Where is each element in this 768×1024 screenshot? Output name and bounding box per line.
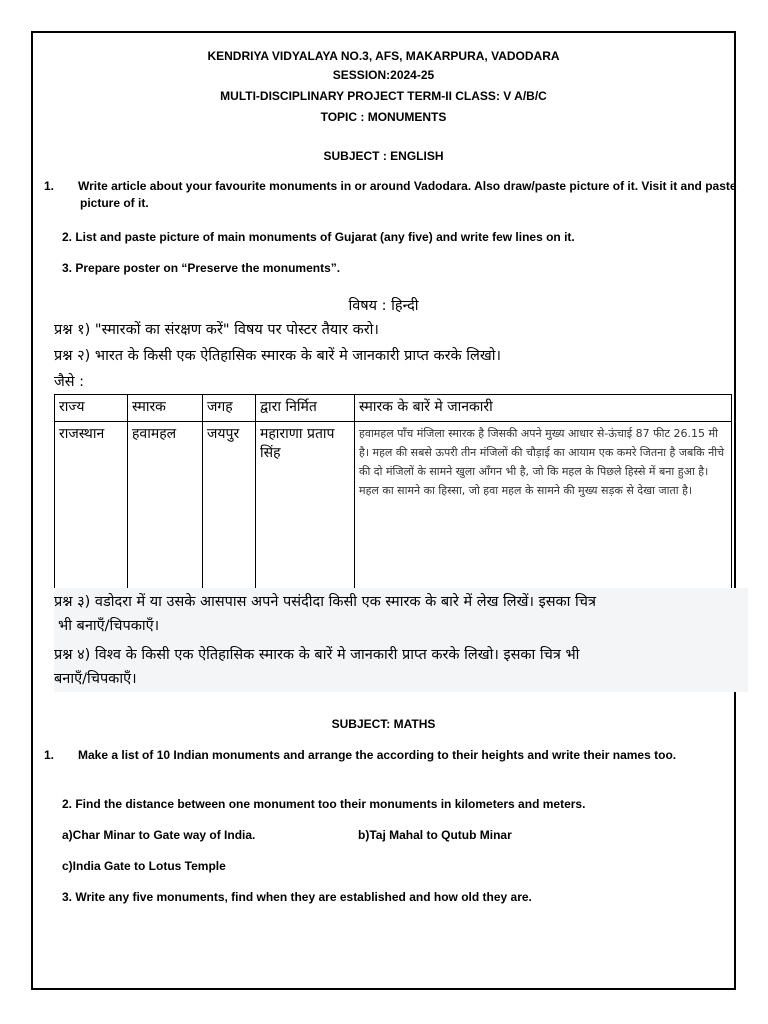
maths-question-2: 2. Find the distance between one monument too their monuments in kilometers and meters. xyxy=(62,797,586,811)
table-header-cell: राज्य xyxy=(55,395,128,422)
maths-q1-number: 1. xyxy=(44,748,55,762)
table-header-cell: स्मारक के बारें मे जानकारी xyxy=(355,395,732,422)
table-cell: महाराणा प्रताप सिंह xyxy=(256,422,355,591)
hindi-q3-line2: भी बनाएँ/चिपकाएँ। xyxy=(58,618,160,634)
english-question-2: 2. List and paste picture of main monuments of Gujarat (any five) and write few lines on it. xyxy=(62,230,575,244)
topic-line: TOPIC : MONUMENTS xyxy=(320,110,447,124)
monument-info-table xyxy=(54,394,732,590)
table-header-row xyxy=(55,395,732,422)
maths-subject-heading: SUBJECT: MATHS xyxy=(331,717,436,731)
hindi-example-label: जैसे : xyxy=(54,374,85,390)
maths-question-1 xyxy=(44,747,740,764)
english-q1-number: 1. xyxy=(44,179,55,193)
hindi-subject-heading: विषय : हिन्दी xyxy=(348,298,419,314)
maths-q1-text: Make a list of 10 Indian monuments and arrange the according to their heights and write their names too. xyxy=(78,748,677,762)
english-question-3: 3. Prepare poster on “Preserve the monuments”. xyxy=(62,261,341,275)
english-q1-text: Write article about your favourite monuments in or around Vadodara. Also draw/paste picture of it. Visit it and paste picture of it. xyxy=(78,179,737,210)
table-cell: जयपुर xyxy=(203,422,256,591)
hindi-question-2: प्रश्न २) भारत के किसी एक ऐतिहासिक स्मारक के बारें मे जानकारी प्राप्त करके लिखो। xyxy=(54,348,501,364)
session-line: SESSION:2024-25 xyxy=(332,68,435,82)
hindi-q4-line1: प्रश्न ४) विश्व के किसी एक ऐतिहासिक स्मारक के बारें मे जानकारी प्राप्त करके लिखो। इसका चित्र भी xyxy=(54,647,580,663)
hindi-q4-line2: बनाएँ/चिपकाएँ। xyxy=(54,671,137,687)
maths-question-2c: c)India Gate to Lotus Temple xyxy=(62,859,226,873)
table-header-cell: द्वारा निर्मित xyxy=(256,395,355,422)
hindi-question-3 xyxy=(54,592,744,636)
maths-question-2b: b)Taj Mahal to Qutub Minar xyxy=(358,828,512,842)
table-cell: राजस्थान xyxy=(55,422,128,591)
table-header-cell: जगह xyxy=(203,395,256,422)
hindi-question-4 xyxy=(54,645,744,689)
hindi-question-1: प्रश्न १) "स्मारकों का संरक्षण करें" विषय पर पोस्टर तैयार करो। xyxy=(54,322,379,338)
table-row xyxy=(55,422,732,591)
project-title: MULTI-DISCIPLINARY PROJECT TERM-II CLASS: V A/B/C xyxy=(220,89,547,103)
school-name: KENDRIYA VIDYALAYA NO.3, AFS, MAKARPURA, VADODARA xyxy=(207,49,560,63)
english-subject-heading: SUBJECT : ENGLISH xyxy=(323,149,444,163)
maths-question-3: 3. Write any five monuments, find when they are established and how old they are. xyxy=(62,890,532,904)
table-header-cell: स्मारक xyxy=(128,395,203,422)
english-question-1 xyxy=(44,178,740,212)
hindi-q3-line1: प्रश्न ३) वडोदरा में या उसके आसपास अपने पसंदीदा किसी एक स्मारक के बारे में लेख लिखें। इसका चित्र xyxy=(54,594,596,610)
maths-question-2a: a)Char Minar to Gate way of India. xyxy=(62,828,256,842)
table-cell: हवामहल पाँच मंजिला स्मारक है जिसकी अपने मुख्य आधार से-ऊंचाई 87 फीट 26.15 मी है। महल की सबसे ऊपरी तीन मंजिलों की चौड़ाई का आयाम एक कमरे जितना है जबकि नीचे की दो मंजिलों के सामने खुला आँगन भी है, जो कि महल के पिछले हिस्से में बना हुआ है। महल का सामने का हिस्सा, जो हवा महल के सामने की मुख्य सड़क से देखा जाता है। xyxy=(355,422,732,591)
table-cell: हवामहल xyxy=(128,422,203,591)
